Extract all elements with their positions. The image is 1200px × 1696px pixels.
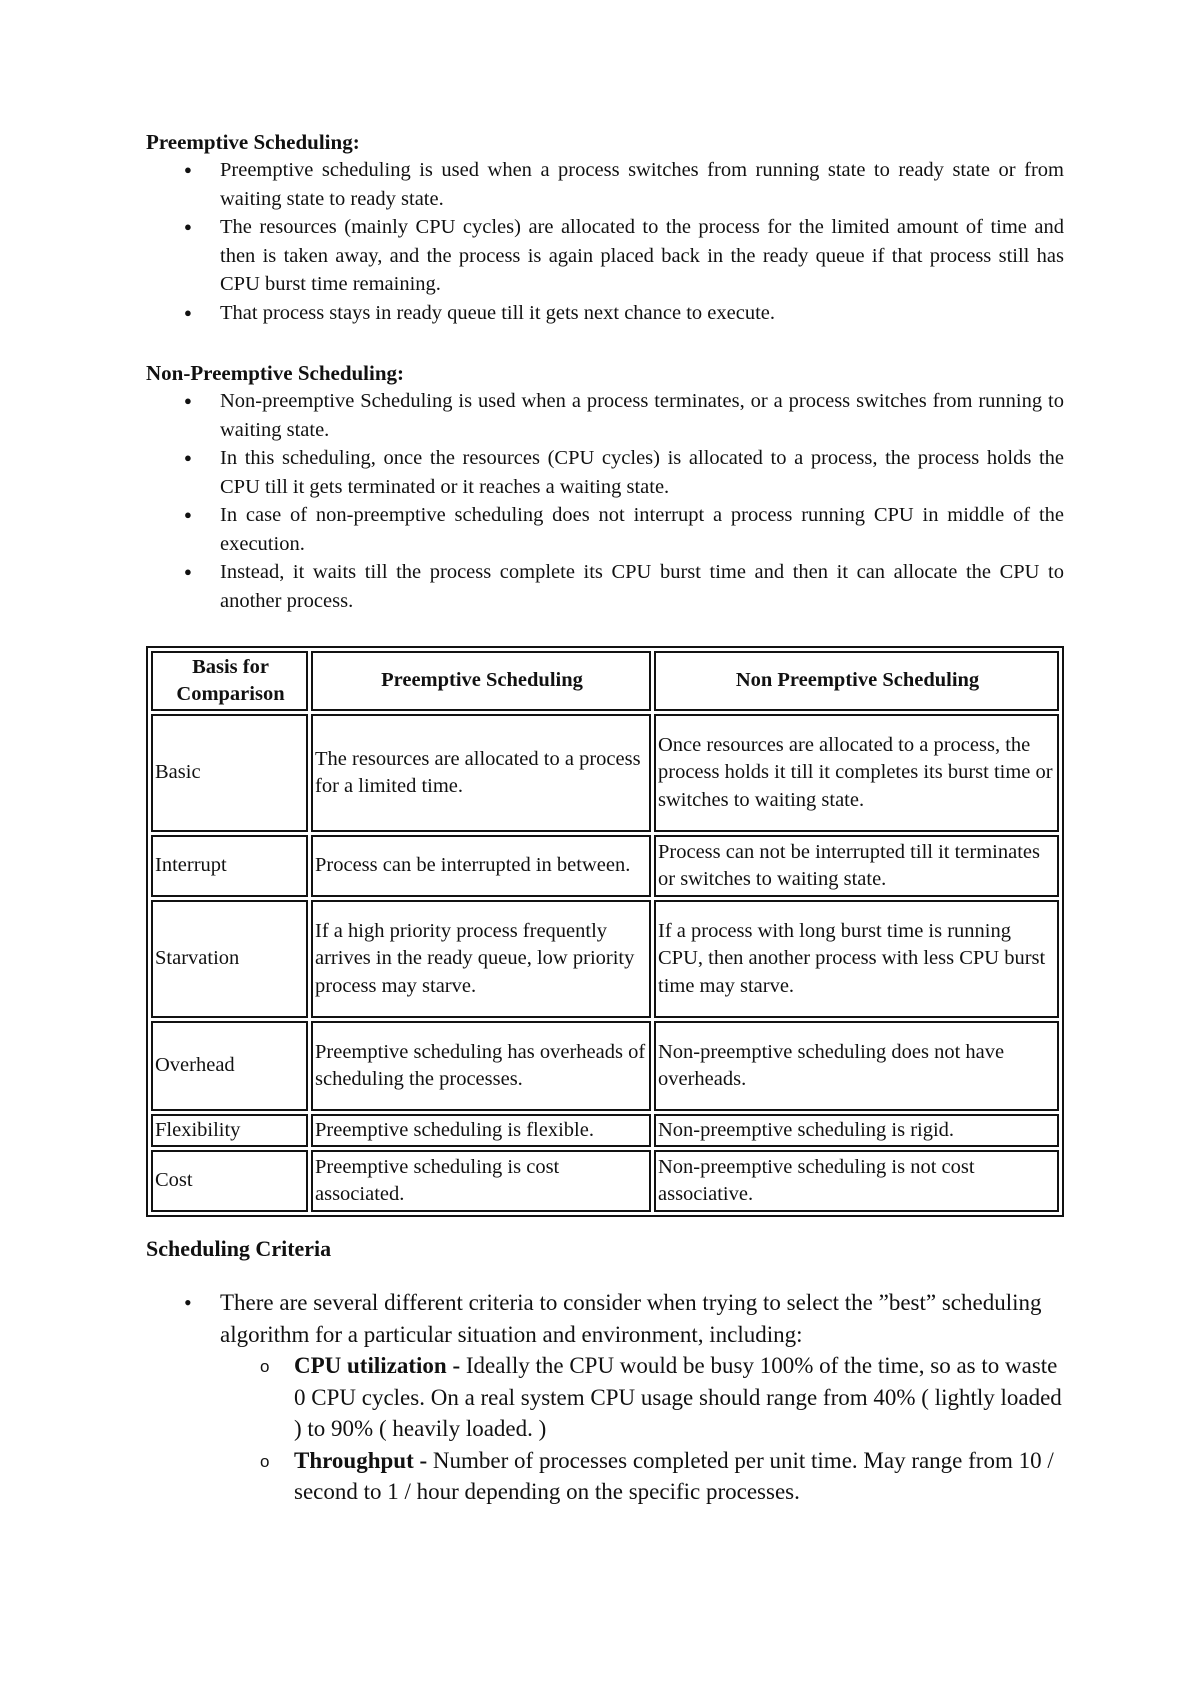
preemptive-cell: Preemptive scheduling has overheads of scheduling the processes.	[311, 1021, 651, 1111]
preemptive-cell: The resources are allocated to a process for a limited time.	[311, 714, 651, 832]
row-basis-cell: Starvation	[151, 900, 308, 1018]
criteria-term: CPU utilization -	[294, 1353, 461, 1378]
non-preemptive-cell: Non-preemptive scheduling is not cost associative.	[654, 1150, 1059, 1212]
list-item: ● Preemptive scheduling is used when a process switches from running state to ready state or from waiting state to ready state.	[146, 156, 1064, 213]
row-basis-cell: Flexibility	[151, 1114, 308, 1147]
non-preemptive-section	[146, 359, 1064, 615]
preemptive-cell: Preemptive scheduling is cost associated.	[311, 1150, 651, 1212]
row-basis-cell: Overhead	[151, 1021, 308, 1111]
non-preemptive-cell: Non-preemptive scheduling is rigid.	[654, 1114, 1059, 1147]
non-preemptive-cell: Non-preemptive scheduling does not have overheads.	[654, 1021, 1059, 1111]
criteria-heading: Scheduling Criteria	[146, 1236, 332, 1261]
preemptive-cell: If a high priority process frequently arrives in the ready queue, low priority process may starve.	[311, 900, 651, 1018]
comparison-table	[146, 646, 1064, 1217]
row-basis-cell: Basic	[151, 714, 308, 832]
list-item: ● Instead, it waits till the process complete its CPU burst time and then it can allocate the CPU to another process.	[146, 558, 1064, 615]
table-row	[151, 1021, 1059, 1111]
criteria-intro: There are several different criteria to consider when trying to select the ”best” scheduling algorithm for a particular situation and environment, including:	[220, 1290, 1042, 1347]
list-item	[220, 1445, 1064, 1508]
scheduling-criteria-section	[146, 1235, 1064, 1508]
table-row	[151, 900, 1059, 1018]
row-basis-cell: Interrupt	[151, 835, 308, 897]
table-row	[151, 714, 1059, 832]
list-item: ● The resources (mainly CPU cycles) are allocated to the process for the limited amount of time and then is taken away, and the process is again placed back in the ready queue if that process still has CPU burst time remaining.	[146, 213, 1064, 299]
preemptive-cell: Preemptive scheduling is flexible.	[311, 1114, 651, 1147]
criteria-list	[146, 1287, 1064, 1508]
list-item	[220, 1350, 1064, 1445]
preemptive-cell: Process can be interrupted in between.	[311, 835, 651, 897]
preemptive-heading: Preemptive Scheduling:	[146, 130, 360, 154]
non-preemptive-heading: Non-Preemptive Scheduling:	[146, 361, 405, 385]
non-preemptive-cell: If a process with long burst time is running CPU, then another process with less CPU burst time may starve.	[654, 900, 1059, 1018]
table-row	[151, 1114, 1059, 1147]
table-row	[151, 1150, 1059, 1212]
non-preemptive-cell: Once resources are allocated to a process, the process holds it till it completes its burst time or switches to waiting state.	[654, 714, 1059, 832]
list-item	[146, 1287, 1064, 1508]
list-item: ● In this scheduling, once the resources (CPU cycles) is allocated to a process, the process holds the CPU till it gets terminated or it reaches a waiting state.	[146, 444, 1064, 501]
non-preemptive-cell: Process can not be interrupted till it terminates or switches to waiting state.	[654, 835, 1059, 897]
non-preemptive-bullet-list	[146, 387, 1064, 615]
header-basis: Basis for Comparison	[151, 651, 308, 711]
criteria-text: Ideally the CPU would be busy 100% of the time, so as to waste 0 CPU cycles. On a real system CPU usage should range from 40% ( lightly loaded ) to 90% ( heavily loaded. )	[294, 1353, 1062, 1441]
criteria-sub-list	[220, 1350, 1064, 1508]
list-item: ● Non-preemptive Scheduling is used when a process terminates, or a process switches from running to waiting state.	[146, 387, 1064, 444]
table-row	[151, 835, 1059, 897]
table-header-row	[151, 651, 1059, 711]
preemptive-bullet-list	[146, 156, 1064, 327]
list-item: ● That process stays in ready queue till it gets next chance to execute.	[146, 299, 1064, 328]
criteria-term: Throughput -	[294, 1447, 428, 1473]
header-non-preemptive: Non Preemptive Scheduling	[654, 651, 1059, 711]
preemptive-section	[146, 128, 1064, 327]
criteria-text: Number of processes completed per unit time. May range from 10 / second to 1 / hour depending on the specific processes.	[294, 1447, 1054, 1504]
comparison-table-wrapper	[146, 646, 1064, 1217]
row-basis-cell: Cost	[151, 1150, 308, 1212]
header-preemptive: Preemptive Scheduling	[311, 651, 651, 711]
list-item: ● In case of non-preemptive scheduling does not interrupt a process running CPU in middle of the execution.	[146, 501, 1064, 558]
